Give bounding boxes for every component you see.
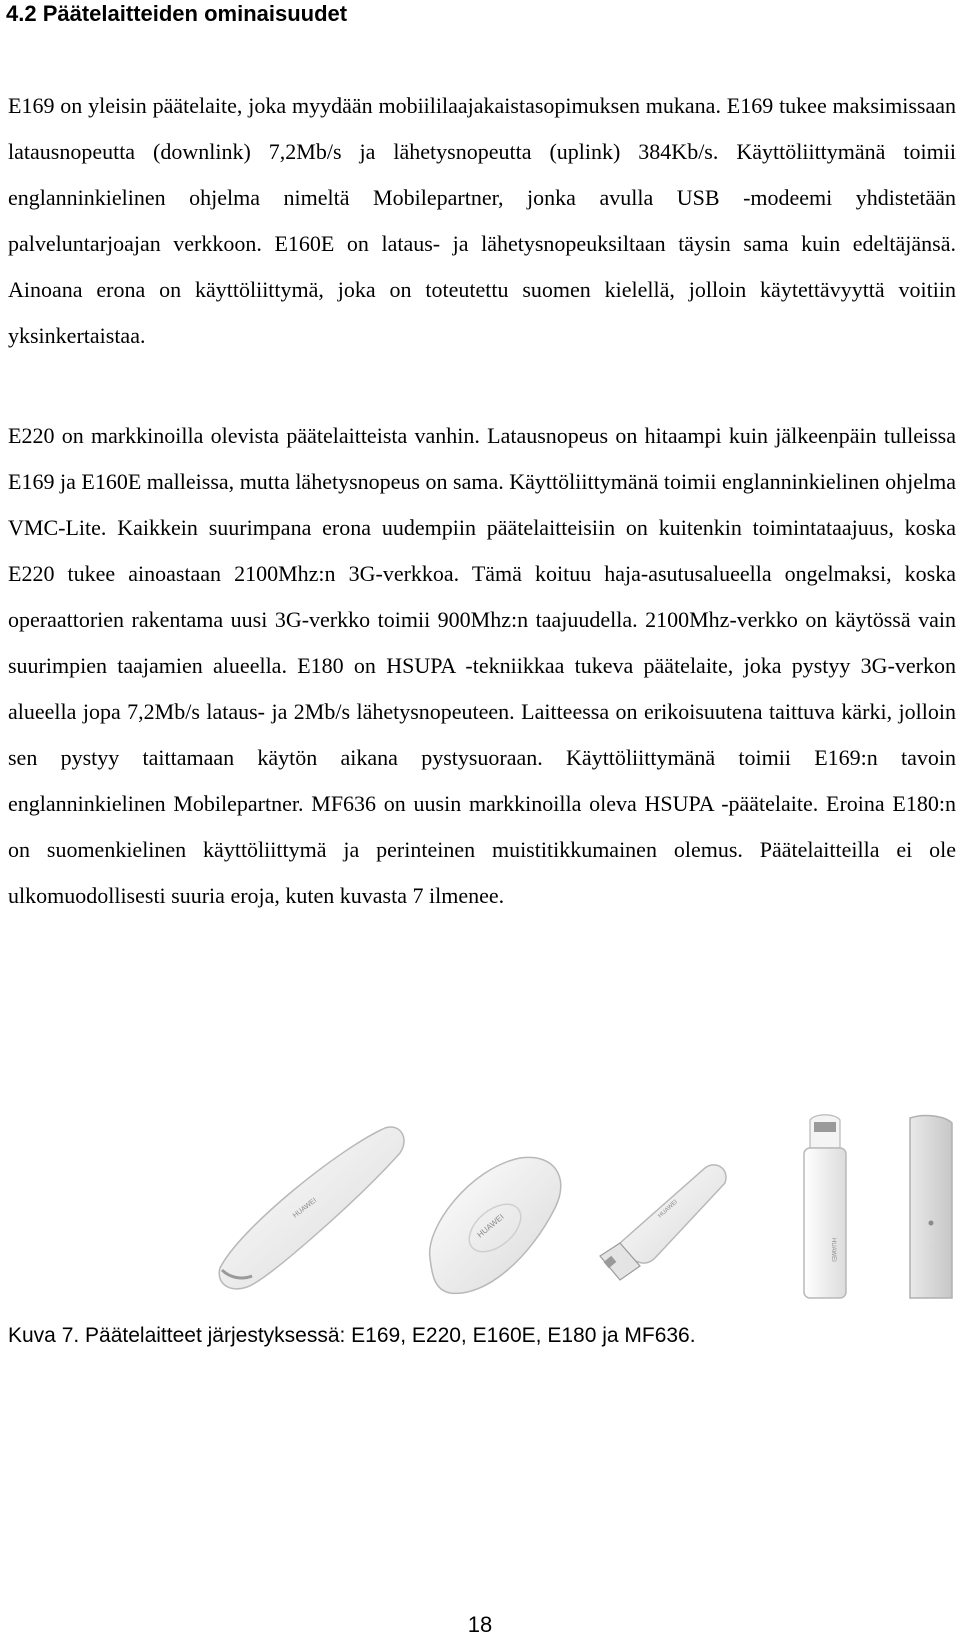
brand-mark-e220: HUAWEI <box>475 1212 506 1240</box>
page-number: 18 <box>467 1612 493 1637</box>
brand-mark-mf636: HUAWEI <box>929 1248 933 1249</box>
device-e220 <box>430 1157 561 1293</box>
device-e160e <box>600 1165 726 1280</box>
device-e169 <box>219 1127 404 1289</box>
figure-usb-modems <box>200 1108 960 1313</box>
brand-mark-e169: HUAWEI <box>291 1196 319 1220</box>
devices-illustration <box>200 1108 960 1313</box>
brand-mark-e180: HUAWEI <box>830 1238 836 1262</box>
device-e180 <box>804 1115 846 1298</box>
paragraph-e169: E169 on yleisin päätelaite, joka myydään mobiililaajakaistasopimuksen mukana. E169 tukee maksimissaan latausnopeutta (downlink) 7,2Mb/s ja lähetysnopeutta (uplink) 384Kb/s. Käyttöliittymänä toimii englanninkielinen ohjelma nimeltä Mobilepartner, jonka avulla USB -modeemi yhdistetään palveluntarjoajan verkkoon. E160E on lataus- ja lähetysnopeuksiltaan täysin sama kuin edeltäjänsä. Ainoana erona on käyttöliittymä, joka on toteutettu suomen kielellä, jolloin käytettävyyttä voitiin yksinkertaistaa. <box>8 93 956 348</box>
figure-caption: Kuva 7. Päätelaitteet järjestyksessä: E169, E220, E160E, E180 ja MF636. <box>8 1324 696 1347</box>
paragraph-e220-e180-mf636: E220 on markkinoilla olevista päätelaitteista vanhin. Latausnopeus on hitaampi kuin jälkeenpäin tulleissa E169 ja E160E malleissa, mutta lähetysnopeus on sama. Käyttöliittymänä toimii englanninkielinen ohjelma VMC-Lite. Kaikkein suurimpana erona uudempiin päätelaitteisiin on kuitenkin toimintataajuus, koska E220 tukee ainoastaan 2100Mhz:n 3G-verkkoa. Tämä koituu haja-asutusalueella ongelmaksi, koska operaattorien rakentama uusi 3G-verkko toimii 900Mhz:n taajuudella. 2100Mhz-verkko on käytössä vain suurimpien taajamien alueella. E180 on HSUPA -tekniikkaa tukeva päätelaite, joka pystyy 3G-verkon alueella jopa 7,2Mb/s lataus- ja 2Mb/s lähetysnopeuteen. Laitteessa on erikoisuutena taittuva kärki, jolloin sen pystyy taittamaan käytön aikana pystysuoraan. Käyttöliittymänä toimii E169:n tavoin englanninkielinen Mobilepartner. MF636 on uusin markkinoilla oleva HSUPA -päätelaite. Eroina E180:n on suomenkielinen käyttöliittymä ja perinteinen muistitikkumainen olemus. Päätelaitteilla ei ole ulkomuodollisesti suuria eroja, kuten kuvasta 7 ilmenee. <box>8 423 956 908</box>
device-mf636 <box>910 1116 952 1298</box>
section-heading: 4.2 Päätelaitteiden ominaisuudet <box>6 1 348 26</box>
brand-mark-e160e: HUAWEI <box>657 1199 680 1220</box>
